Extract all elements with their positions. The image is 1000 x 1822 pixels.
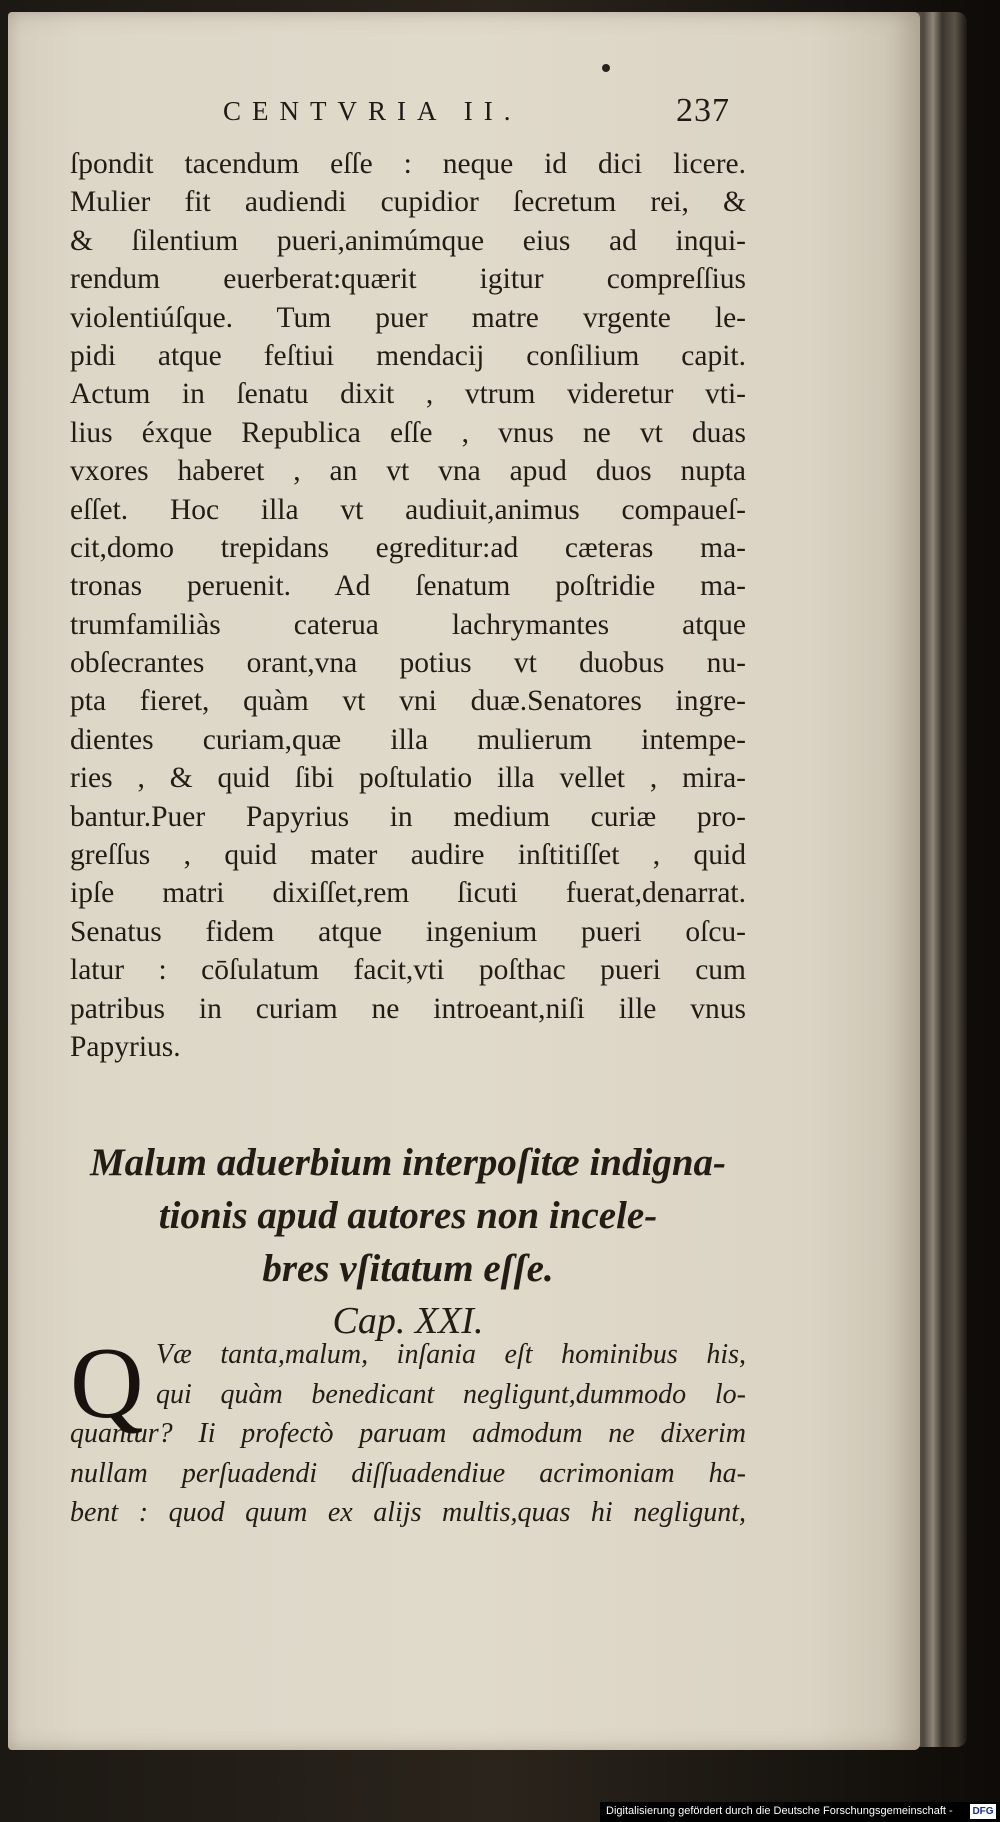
dfg-logo: DFG: [970, 1804, 996, 1819]
page-number: 237: [676, 92, 730, 129]
text-line: vxores haberet , an vt vna apud duos nupta: [70, 455, 746, 488]
text-line: & ſilentium pueri,animúmque eius ad inqui-: [70, 224, 746, 257]
text-line: pta fieret, quàm vt vni duæ.Senatores ingre-: [70, 685, 746, 718]
chapter-heading: [70, 1136, 746, 1348]
text-line: pidi atque feſtiui mendacij conſilium capit.: [70, 339, 746, 372]
italic-line: bent : quod quum ex alijs multis,quas hi negligunt,: [70, 1497, 746, 1529]
text-line: Actum in ſenatu dixit , vtrum videretur vti-: [70, 378, 746, 411]
text-line: bantur.Puer Papyrius in medium curiæ pro-: [70, 800, 746, 833]
text-line: dientes curiam,quæ illa mulierum intempe-: [70, 723, 746, 756]
text-line: ipſe matri dixiſſet,rem ſicuti fuerat,denarrat.: [70, 877, 746, 910]
text-line: trumfamiliàs caterua lachrymantes atque: [70, 608, 746, 641]
text-line: cit,domo trepidans egreditur:ad cæteras ma-: [70, 531, 746, 564]
italic-line: nullam perſuadendi diſſuadendiue acrimoniam ha-: [70, 1457, 746, 1489]
text-line: Papyrius.: [70, 1030, 181, 1063]
text-line: ſpondit tacendum eſſe : neque id dici licere.: [70, 148, 746, 180]
book-page: [8, 12, 920, 1750]
text-line: obſecrantes orant,vna potius vt duobus nu-: [70, 647, 746, 680]
text-line: Senatus fidem atque ingenium pueri oſcu-: [70, 915, 746, 948]
text-line: rendum euerberat:quærit igitur compreſſius: [70, 263, 746, 296]
text-line: latur : cōſulatum facit,vti poſthac pueri cum: [70, 954, 746, 987]
text-line: lius éxque Republica eſſe , vnus ne vt duas: [70, 416, 746, 449]
heading-line: Malum aduerbium interpoſitæ indigna-: [89, 1141, 727, 1184]
italic-line: Væ tanta,malum, inſania eſt hominibus his,: [156, 1339, 746, 1370]
chapter-number: Cap. XXI.: [332, 1300, 484, 1342]
drop-cap: Q: [70, 1327, 144, 1440]
text-line: violentiúſque. Tum puer matre vrgente le-: [70, 301, 746, 334]
text-line: tronas peruenit. Ad ſenatum poſtridie ma-: [70, 570, 746, 603]
running-head: CENTVRIA II.: [223, 96, 522, 126]
text-line: Mulier fit audiendi cupidior ſecretum rei, &: [70, 186, 746, 219]
text-line: patribus in curiam ne introeant,niſi ille vnus: [70, 992, 746, 1025]
text-line: greſſus , quid mater audire inſtitiſſet , quid: [70, 839, 746, 872]
text-line: ries , & quid ſibi poſtulatio illa vellet , mira-: [70, 762, 746, 795]
italic-line: quantur? Ii profectò paruam admodum ne dixerim: [70, 1418, 746, 1450]
heading-line: bres vſitatum eſſe.: [262, 1247, 554, 1290]
ink-dot: [602, 64, 610, 72]
text-line: eſſet. Hoc illa vt audiuit,animus compaueſ-: [70, 493, 746, 526]
body-text: [70, 145, 746, 1066]
heading-line: tionis apud autores non incele-: [158, 1194, 658, 1237]
digitization-credit: Digitalisierung gefördert durch die Deutsche Forschungsgemeinschaft -: [606, 1805, 953, 1817]
chapter-text: [70, 1327, 746, 1533]
italic-line: qui quàm benedicant negligunt,dummodo lo-: [156, 1378, 746, 1410]
